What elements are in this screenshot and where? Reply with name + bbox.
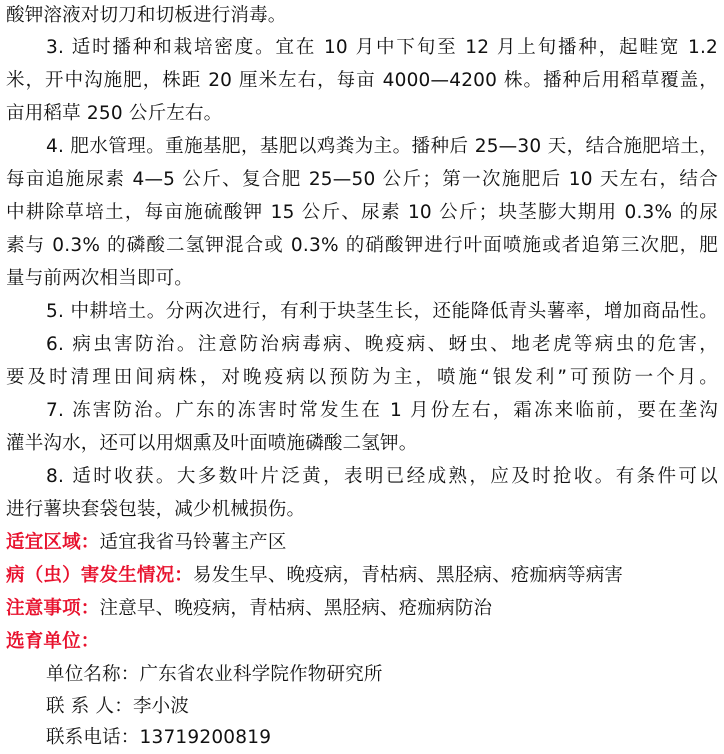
breeder-row bbox=[6, 626, 718, 658]
body-line: 要及时清理田间病株，对晚疫病以预防为主，喷施“银发利”可预防一个月。 bbox=[6, 367, 718, 388]
region-row bbox=[6, 527, 718, 559]
notes-value: 注意早、晚疫病，青枯病、黑胫病、疮痂病防治 bbox=[99, 598, 493, 619]
step-7-line: 7. 冻害防治。广东的冻害时常发生在 1 月份左右，霜冻来临前，要在垄沟 bbox=[46, 400, 718, 421]
disease-label: 病（虫）害发生情况： bbox=[6, 565, 194, 586]
body-line: 每亩追施尿素 4—5 公斤、复合肥 25—50 公斤；第一次施肥后 10 天左右，结合 bbox=[6, 169, 718, 190]
body-line: 量与前两次相当即可。 bbox=[6, 268, 194, 289]
disease-row bbox=[6, 560, 718, 592]
breeder-unit-name: 单位名称：广东省农业科学院作物研究所 bbox=[46, 664, 383, 685]
disease-value: 易发生早、晚疫病，青枯病、黑胫病、疮痂病等病害 bbox=[193, 565, 624, 586]
breeder-label: 选育单位： bbox=[6, 631, 100, 652]
notes-label: 注意事项： bbox=[6, 598, 100, 619]
region-value: 适宜我省马铃薯主产区 bbox=[99, 532, 287, 553]
body-line: 素与 0.3% 的磷酸二氢钾混合或 0.3% 的硝酸钾进行叶面喷施或者追第三次肥，肥 bbox=[6, 235, 718, 256]
step-6-line: 6. 病虫害防治。注意防治病毒病、晚疫病、蚜虫、地老虎等病虫的危害， bbox=[46, 334, 718, 355]
breeder-phone: 联系电话：13719200819 bbox=[46, 727, 272, 748]
step-5-line: 5. 中耕培土。分两次进行，有利于块茎生长，还能降低青头薯率，增加商品性。 bbox=[46, 301, 718, 322]
notes-row bbox=[6, 593, 718, 625]
step-4-line: 4. 肥水管理。重施基肥，基肥以鸡粪为主。播种后 25—30 天，结合施肥培土， bbox=[46, 136, 718, 157]
body-line: 酸钾溶液对切刀和切板进行消毒。 bbox=[6, 5, 287, 26]
step-3-line: 3. 适时播种和栽培密度。宜在 10 月中下旬至 12 月上旬播种，起畦宽 1.2 bbox=[46, 37, 718, 58]
body-line: 灌半沟水，还可以用烟熏及叶面喷施磷酸二氢钾。 bbox=[6, 433, 418, 454]
body-line: 中耕除草培土，每亩施硫酸钾 15 公斤、尿素 10 公斤；块茎膨大期用 0.3% 的尿 bbox=[6, 202, 718, 223]
region-label: 适宜区域： bbox=[6, 532, 100, 553]
body-line: 亩用稻草 250 公斤左右。 bbox=[6, 103, 223, 124]
body-line: 米，开中沟施肥，株距 20 厘米左右，每亩 4000—4200 株。播种后用稻草覆盖， bbox=[6, 70, 718, 91]
breeder-contact: 联 系 人：李小波 bbox=[46, 696, 190, 717]
body-line: 进行薯块套袋包装，减少机械损伤。 bbox=[6, 499, 306, 520]
step-8-line: 8. 适时收获。大多数叶片泛黄，表明已经成熟，应及时抢收。有条件可以 bbox=[46, 466, 718, 487]
